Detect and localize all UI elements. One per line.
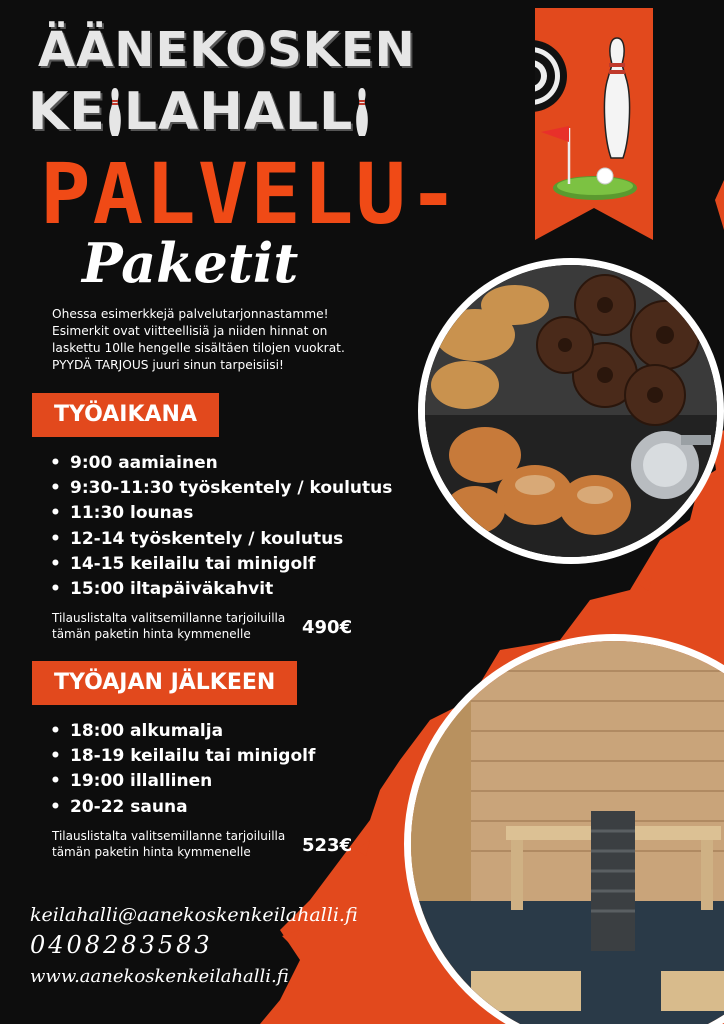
intro-line: Ohessa esimerkkejä palvelutarjonnastamme!	[52, 307, 329, 321]
contact-email[interactable]: keilahalli@aanekoskenkeilahalli.fi	[30, 904, 358, 926]
schedule-item: • 9:00 aamiainen	[50, 451, 392, 476]
logo-line2	[28, 82, 371, 142]
price-note-line: Tilauslistalta valitsemillanne tarjoiluilla	[52, 611, 286, 625]
intro-line: Esimerkit ovat viitteellisiä ja niiden hinnat on	[52, 324, 328, 338]
activity-banner	[535, 8, 653, 240]
intro-line: laskettu 10lle hengelle sisältäen tilojen vuokrat.	[52, 341, 345, 355]
package-heading-after-work: TYÖAJAN JÄLKEEN	[32, 661, 297, 705]
title-script: Paketit	[82, 231, 299, 295]
pastries-photo	[418, 258, 724, 564]
schedule-item: • 18-19 keilailu tai minigolf	[50, 744, 315, 769]
schedule-item: • 9:30-11:30 työskentely / koulutus	[50, 476, 392, 501]
package-schedule-after-work	[50, 719, 315, 820]
price-note	[52, 610, 285, 642]
price-note-line: tämän paketin hinta kymmenelle	[52, 627, 251, 641]
package-price: 523€	[302, 835, 353, 856]
bowling-pin-letter-icon	[106, 86, 124, 138]
schedule-item: • 19:00 illallinen	[50, 769, 315, 794]
logo-line1: ÄÄNEKOSKEN	[38, 22, 416, 78]
price-note	[52, 828, 285, 860]
schedule-item: • 14-15 keilailu tai minigolf	[50, 552, 392, 577]
price-note-line: Tilauslistalta valitsemillanne tarjoiluilla	[52, 829, 286, 843]
package-schedule-workday	[50, 451, 392, 602]
title-main: PALVELU-	[40, 145, 461, 243]
intro-line: PYYDÄ TARJOUS juuri sinun tarpeisiisi!	[52, 358, 284, 372]
contact-website[interactable]: www.aanekoskenkeilahalli.fi	[30, 966, 289, 987]
schedule-item: • 20-22 sauna	[50, 795, 315, 820]
schedule-item: • 11:30 lounas	[50, 501, 392, 526]
package-price: 490€	[302, 617, 353, 638]
package-heading-workday: TYÖAIKANA	[32, 393, 219, 437]
intro-text	[52, 306, 372, 374]
logo-line2-part1: KE	[28, 82, 106, 142]
schedule-item: • 15:00 iltapäiväkahvit	[50, 577, 392, 602]
schedule-item: • 12-14 työskentely / koulutus	[50, 527, 392, 552]
logo-line2-part2: LAHALL	[123, 82, 354, 142]
contact-phone[interactable]: 0408283583	[30, 931, 213, 959]
bowling-pin-letter-icon	[353, 86, 371, 138]
price-note-line: tämän paketin hinta kymmenelle	[52, 845, 251, 859]
schedule-item: • 18:00 alkumalja	[50, 719, 315, 744]
